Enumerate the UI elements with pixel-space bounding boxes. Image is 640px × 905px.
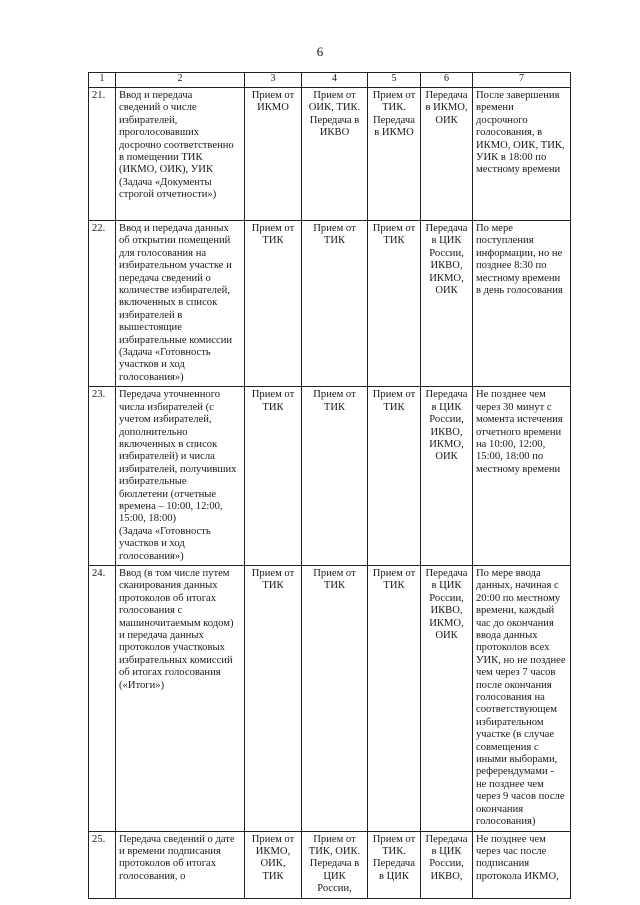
row-col3: Прием от ТИК [251, 567, 295, 592]
row-col4: Прием от ТИК [313, 567, 356, 592]
row-col7: По мере поступления информации, но не позднее 8:30 по местному времени в день голосования [476, 223, 563, 297]
row-col6: Передача в ЦИК России, ИКВО, ИКМО, ОИК [425, 223, 468, 297]
row-number: 21. [89, 88, 116, 221]
header-col-7: 7 [473, 73, 571, 88]
table-row [89, 387, 571, 566]
row-col5: Прием от ТИК. Передача в ИКМО [372, 90, 416, 139]
header-col-1: 1 [89, 73, 116, 88]
row-number: 22. [89, 221, 116, 387]
header-col-6: 6 [421, 73, 473, 88]
row-col6: Передача в ЦИК России, ИКВО, [425, 833, 468, 882]
schedule-table [88, 72, 571, 899]
row-col7: Не позднее чем через 30 минут с момента истечения отчетного времени на 10:00, 12:00, 15:00, 18:00 по местному времени [476, 389, 563, 475]
row-col3: Прием от ИКМО, ОИК, ТИК [251, 833, 295, 882]
row-col6: Передача в ИКМО, ОИК [425, 90, 468, 126]
page-number: 6 [316, 44, 324, 59]
row-col7: После завершения времени досрочного голосования, в ИКМО, ОИК, ТИК, УИК в 18:00 по местному времени [476, 90, 565, 176]
row-col4: Прием от ТИК [313, 223, 356, 247]
row-col4: Прием от ТИК [313, 389, 356, 413]
row-task: Передача сведений о дате и времени подписания протоколов об итогах голосования, о [119, 833, 235, 882]
row-col7: По мере ввода данных, начиная с 20:00 по местному времени, каждый час до окончания ввода данных протоколов всех УИК, но не позднее чем через 7 часов после окончания голосования на соответствующем избирательном участке (в случае совмещения с иными выборами, референдумами - не позднее чем через 9 часов после окончания голосования) [476, 567, 566, 828]
row-task: Ввод (в том числе путем сканирования данных протоколов об итогах голосования с машиночитаемым кодом) и передача данных протоколов участковых избирательных комиссий об итогах голосования («Итоги») [119, 567, 234, 691]
row-col4: Прием от ТИК, ОИК. Передача в ЦИК России, [308, 833, 361, 895]
row-col5: Прием от ТИК. Передача в ЦИК [372, 833, 416, 882]
row-col4: Прием от ОИК, ТИК. Передача в ИКВО [308, 90, 361, 139]
row-col3: Прием от ТИК [251, 223, 295, 247]
row-col6: Передача в ЦИК России, ИКВО, ИКМО, ОИК [425, 567, 468, 641]
row-col5: Прием от ТИК [372, 567, 416, 592]
header-col-4: 4 [302, 73, 368, 88]
row-col6: Передача в ЦИК России, ИКВО, ИКМО, ОИК [425, 389, 468, 463]
table-row [89, 221, 571, 387]
row-number: 23. [89, 387, 116, 566]
row-col3: Прием от ИКМО [251, 90, 295, 114]
row-col7: Не позднее чем через час после подписания протокола ИКМО, [476, 833, 559, 882]
table-row [89, 88, 571, 221]
table-header-row [89, 73, 571, 88]
row-number: 25. [89, 831, 116, 898]
row-col3: Прием от ТИК [251, 389, 295, 413]
table-row [89, 831, 571, 898]
row-task: Ввод и передача данных об открытии помещений для голосования на избирательном участке и передача сведений о количестве избирателей, включенных в список избирателей в вышестоящие избирательные комиссии (Задача «Готовность участков и ход голосования») [119, 223, 233, 383]
header-col-5: 5 [368, 73, 421, 88]
header-col-2: 2 [116, 73, 245, 88]
row-col5: Прием от ТИК [372, 389, 416, 413]
row-task: Передача уточненного числа избирателей (с учетом избирателей, дополнительно включенных в список избирателей) и числа избирателей, получивших избирательные бюллетени (отчетные времена – 10:00, 12:00, 15:00, 18:00) (Задача «Готовность участков и ход голосования») [119, 389, 237, 562]
table-row [89, 565, 571, 831]
row-number: 24. [89, 565, 116, 831]
row-task: Ввод и передача сведений о числе избирателей, проголосовавших досрочно соответственно в помещении ТИК (ИКМО, ОИК), УИК (Задача «Документы строгой отчетности») [119, 90, 234, 201]
header-col-3: 3 [245, 73, 302, 88]
row-col5: Прием от ТИК [372, 223, 416, 247]
